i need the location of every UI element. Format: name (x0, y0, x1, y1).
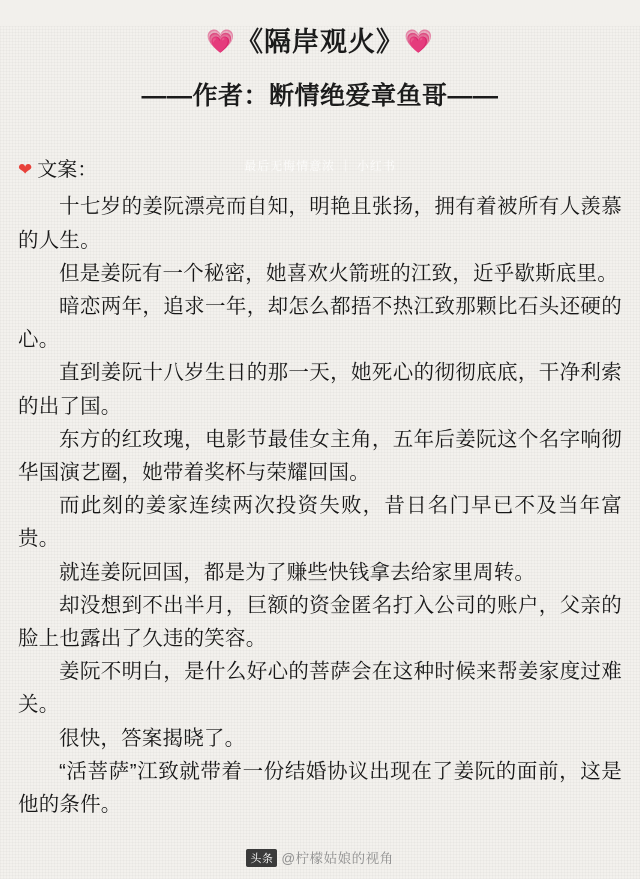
page-title (18, 26, 622, 58)
heart-emoji-right: 💗 (404, 28, 434, 54)
paragraph: 十七岁的姜阮漂亮而自知，明艳且张扬，拥有着被所有人羡慕的人生。 (18, 195, 622, 252)
document-page (0, 26, 640, 879)
heart-emoji-left: 💗 (206, 28, 236, 54)
paragraph: 却没想到不出半月，巨额的资金匿名打入公司的账户，父亲的脸上也露出了久违的笑容。 (18, 593, 622, 651)
paragraph: 但是姜阮有一个秘密，她喜欢火箭班的江致，近乎歇斯底里。 (59, 261, 618, 285)
heart-icon: ❤ (18, 160, 33, 180)
toutiao-logo-icon: 头条 (246, 849, 277, 867)
paragraph: 很快，答案揭晓了。 (59, 726, 246, 750)
paragraph: 而此刻的姜家连续两次投资失败，昔日名门早已不及当年富贵。 (18, 494, 622, 551)
paragraph: “活菩萨”江致就带着一份结婚协议出现在了姜阮的面前，这是他的条件。 (18, 759, 622, 817)
paragraph: 就连姜阮回国，都是为了赚些快钱拿去给家里周转。 (59, 560, 536, 584)
paragraph: 直到姜阮十八岁生日的那一天，她死心的彻彻底底，干净利索的出了国。 (18, 361, 622, 418)
body-text (18, 190, 622, 821)
title-text: 《隔岸观火》 (236, 27, 404, 57)
paragraph: 东方的红玫瑰，电影节最佳女主角，五年后姜阮这个名字响彻华国演艺圈，她带着奖杯与荣耀回国。 (18, 427, 622, 485)
paragraph: 暗恋两年，追求一年，却怎么都捂不热江致那颗比石头还硬的心。 (18, 295, 622, 352)
author-line: ——作者：断情绝爱章鱼哥—— (141, 82, 499, 111)
watermark-bottom-text: @柠檬姑娘的视角 (281, 851, 394, 866)
watermark-bottom (0, 847, 640, 867)
watermark-top: 最后无悔情意浓 ｜ 小红书 (244, 159, 396, 173)
section-label-text: 文案： (37, 159, 98, 182)
paragraph: 姜阮不明白，是什么好心的菩萨会在这种时候来帮姜家度过难关。 (18, 660, 622, 717)
